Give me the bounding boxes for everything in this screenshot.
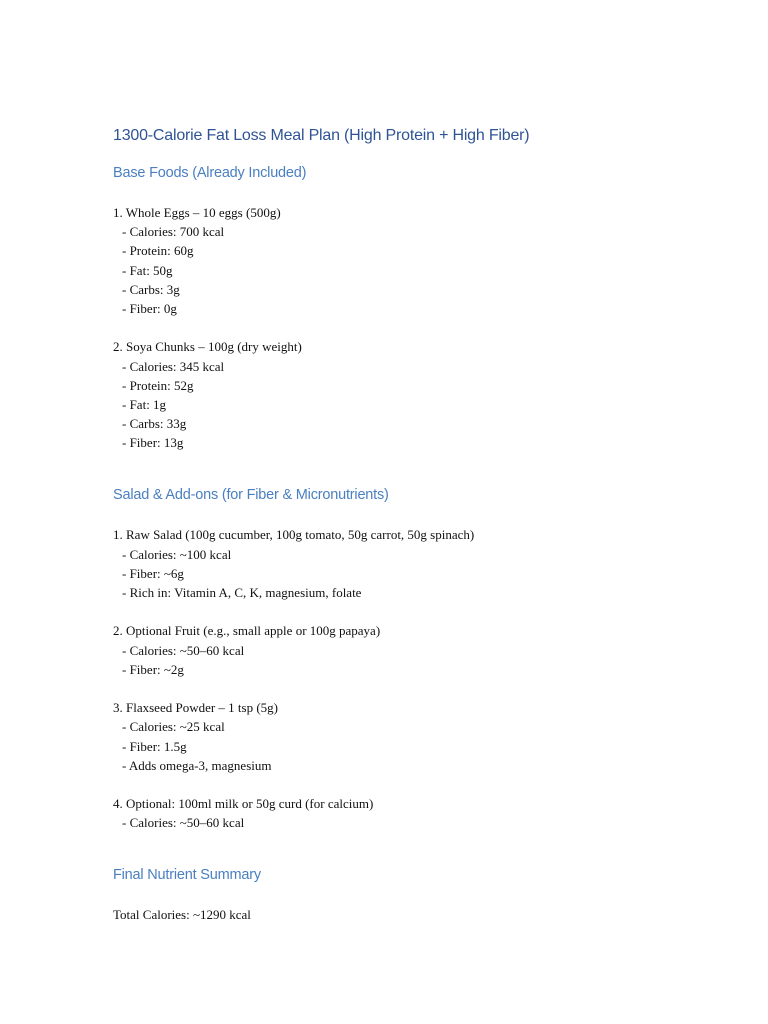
item-label: 2. Soya Chunks – 100g (dry weight) xyxy=(113,339,302,355)
item-detail: - Carbs: 33g xyxy=(122,416,187,432)
item-detail: - Protein: 60g xyxy=(122,243,194,259)
item-detail: - Calories: 700 kcal xyxy=(122,224,225,240)
item-detail: - Calories: ~50–60 kcal xyxy=(122,642,245,658)
item-detail: - Adds omega-3, magnesium xyxy=(122,757,272,773)
list-item-raw-salad xyxy=(113,525,733,602)
item-detail: - Fiber: 13g xyxy=(122,435,184,451)
item-detail: - Fiber: ~2g xyxy=(122,661,184,677)
list-item-whole-eggs xyxy=(113,203,733,318)
list-item-optional-fruit xyxy=(113,621,733,679)
item-detail: - Calories: ~25 kcal xyxy=(122,719,225,735)
list-item-soya-chunks xyxy=(113,337,733,452)
item-label: 1. Raw Salad (100g cucumber, 100g tomato, 50g carrot, 50g spinach) xyxy=(113,527,475,543)
item-detail: - Calories: ~50–60 kcal xyxy=(122,815,245,831)
section-heading-salad-addons: Salad & Add-ons (for Fiber & Micronutrients) xyxy=(113,487,389,504)
item-detail: - Fat: 1g xyxy=(122,396,167,412)
item-detail: - Protein: 52g xyxy=(122,377,194,393)
item-detail: - Calories: 345 kcal xyxy=(122,358,225,374)
item-detail: - Fiber: ~6g xyxy=(122,565,184,581)
total-calories: Total Calories: ~1290 kcal xyxy=(113,907,251,923)
item-label: 1. Whole Eggs – 10 eggs (500g) xyxy=(113,205,281,220)
page-title: 1300-Calorie Fat Loss Meal Plan (High Protein + High Fiber) xyxy=(113,127,530,144)
item-label: 3. Flaxseed Powder – 1 tsp (5g) xyxy=(113,700,279,716)
item-detail: - Calories: ~100 kcal xyxy=(122,546,232,562)
section-heading-base-foods: Base Foods (Already Included) xyxy=(113,165,307,181)
list-item-milk-curd xyxy=(113,794,733,832)
item-label: 4. Optional: 100ml milk or 50g curd (for calcium) xyxy=(113,796,374,812)
list-item-flaxseed-powder xyxy=(113,698,733,775)
item-detail: - Rich in: Vitamin A, C, K, magnesium, folate xyxy=(122,585,362,600)
item-label: 2. Optional Fruit (e.g., small apple or 100g papaya) xyxy=(113,623,381,639)
item-detail: - Fiber: 0g xyxy=(122,300,177,316)
item-detail: - Fiber: 1.5g xyxy=(122,738,187,754)
item-detail: - Carbs: 3g xyxy=(122,281,180,297)
section-heading-nutrient-summary: Final Nutrient Summary xyxy=(113,867,261,884)
item-detail: - Fat: 50g xyxy=(122,262,173,278)
document-page xyxy=(113,124,733,925)
